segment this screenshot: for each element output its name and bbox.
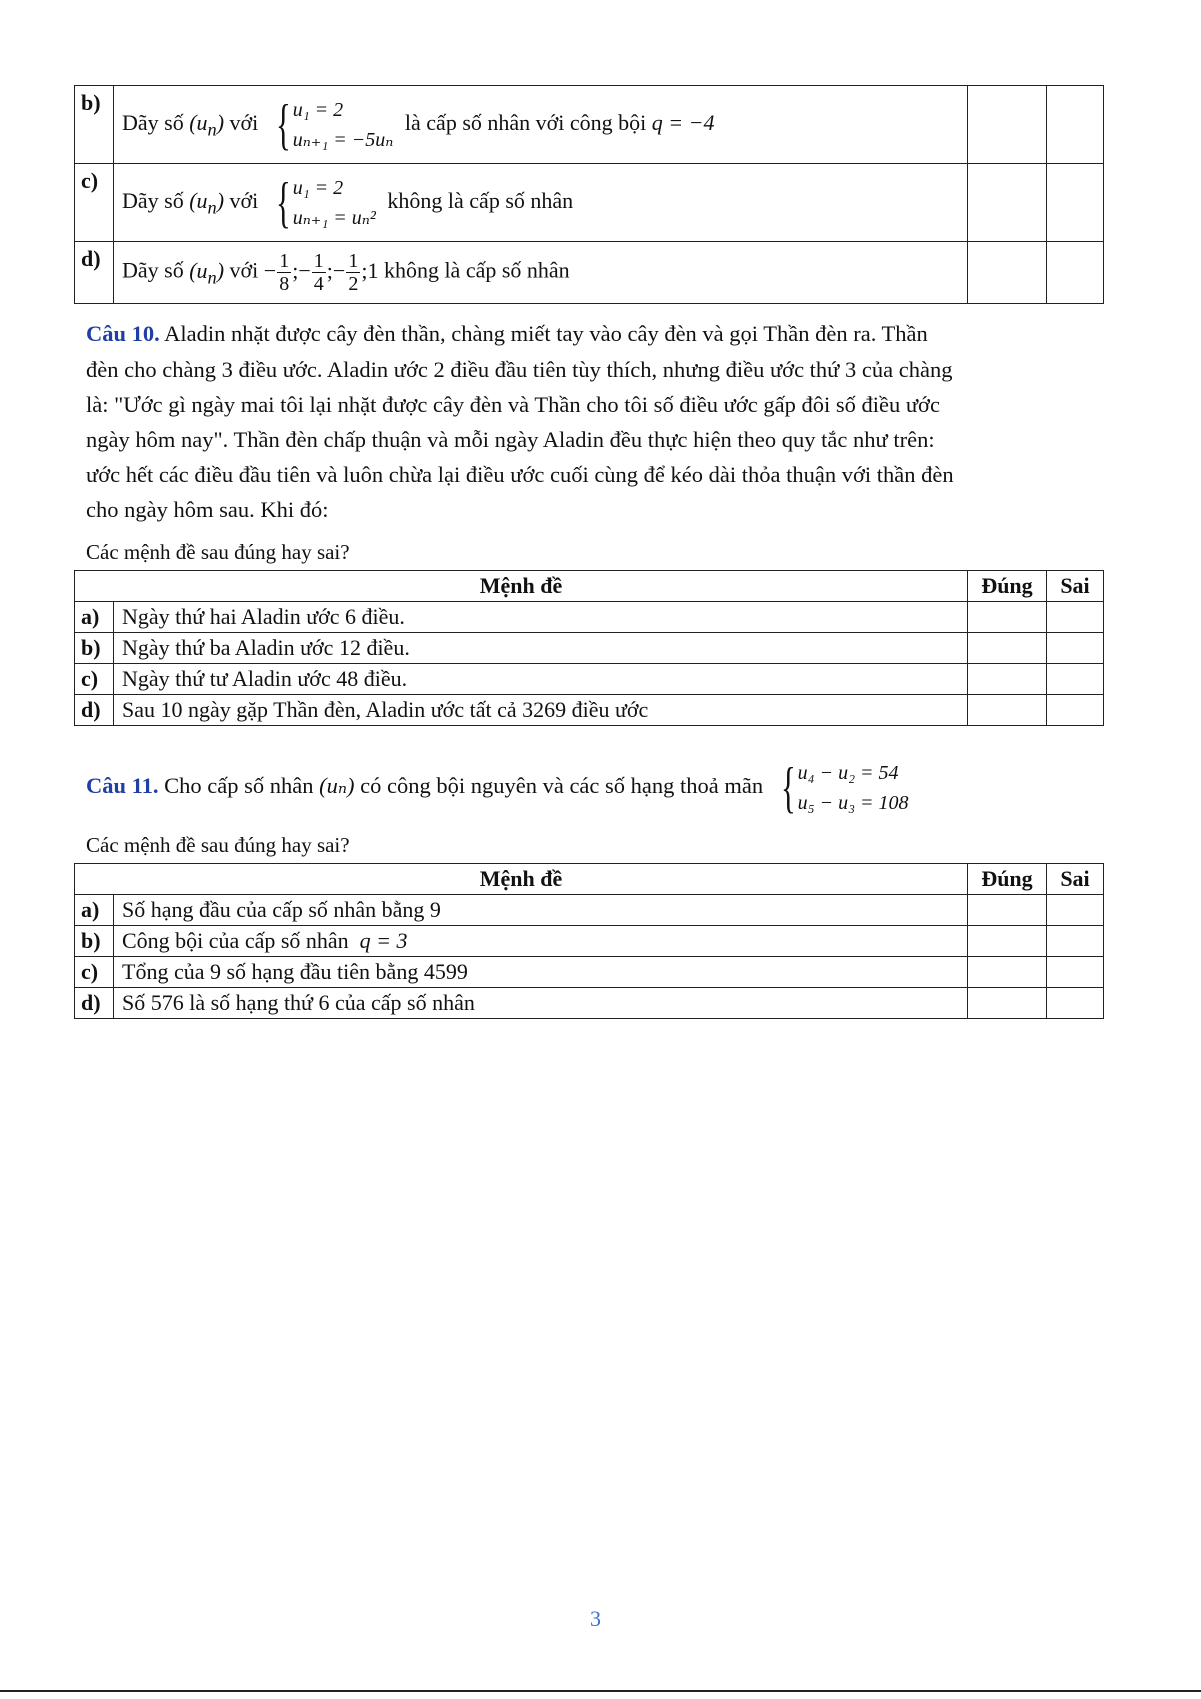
row-label: a): [75, 602, 114, 633]
statement-cell: Số hạng đầu của cấp số nhân bằng 9: [114, 895, 968, 926]
table-row: [75, 86, 1104, 164]
column-header: Đúng: [968, 864, 1047, 895]
true-answer-cell[interactable]: [968, 633, 1047, 664]
statement-cell: Sau 10 ngày gặp Thần đèn, Aladin ước tất cả 3269 điều ước: [114, 695, 968, 726]
table-row: [75, 988, 1104, 1019]
row-label: d): [75, 695, 114, 726]
row-label: a): [75, 895, 114, 926]
statement-cell: [114, 164, 968, 242]
sequence-symbol: $(u_n)$: [189, 109, 225, 139]
false-answer-cell[interactable]: [1047, 164, 1104, 242]
equation-system: { u₁ = 2 uₙ₊₁ = −5uₙ: [275, 93, 394, 156]
statement-text: không là cấp số nhân: [383, 257, 570, 283]
top-statement-table: [74, 85, 1104, 304]
statement-text: không là cấp số nhân: [387, 187, 574, 213]
paragraph-line: ước hết các điều đầu tiên và luôn chừa lại điều ước cuối cùng để kéo dài thỏa thuận với thần đèn: [86, 462, 954, 487]
true-answer-cell[interactable]: [968, 164, 1047, 242]
row-label: b): [75, 633, 114, 664]
table-row: [75, 633, 1104, 664]
equation-system: { u₄ − u₂ = 54 u₅ − u₃ = 108: [780, 756, 909, 819]
true-answer-cell[interactable]: [968, 602, 1047, 633]
statement-text: Dãy số: [122, 257, 184, 283]
column-header: Sai: [1047, 864, 1104, 895]
question-prompt: Các mệnh đề sau đúng hay sai?: [86, 540, 350, 564]
question-11-table: [74, 863, 1104, 1019]
table-row: [75, 695, 1104, 726]
question-text: Cho cấp số nhân: [164, 773, 314, 798]
statement-text: với: [229, 257, 259, 283]
sequence-symbol: $(u_n)$: [189, 187, 225, 217]
true-answer-cell[interactable]: [968, 242, 1047, 304]
equation-system: { u₁ = 2 uₙ₊₁ = uₙ²: [275, 171, 376, 234]
statement-cell: Số 576 là số hạng thứ 6 của cấp số nhân: [114, 988, 968, 1019]
table-row: [75, 664, 1104, 695]
column-header: Mệnh đề: [75, 571, 968, 602]
row-label: d): [75, 242, 114, 304]
false-answer-cell[interactable]: [1047, 895, 1104, 926]
question-10-body: [86, 352, 1101, 527]
statement-text: với: [229, 109, 259, 135]
page-number: 3: [590, 1606, 601, 1631]
true-answer-cell[interactable]: [968, 957, 1047, 988]
table-row: [75, 242, 1104, 304]
row-label: b): [75, 926, 114, 957]
question-text: Aladin nhặt được cây đèn thần, chàng miết tay vào cây đèn và gọi Thần đèn ra. Thần: [164, 321, 928, 346]
true-answer-cell[interactable]: [968, 86, 1047, 164]
true-answer-cell[interactable]: [968, 988, 1047, 1019]
table-row: [75, 895, 1104, 926]
table-row: [75, 957, 1104, 988]
paragraph-line: cho ngày hôm sau. Khi đó:: [86, 497, 329, 522]
false-answer-cell[interactable]: [1047, 86, 1104, 164]
statement-text: Dãy số: [122, 109, 184, 135]
table-row: [75, 164, 1104, 242]
true-answer-cell[interactable]: [968, 664, 1047, 695]
footer-divider: [0, 1690, 1201, 1692]
statement-cell: Công bội của cấp số nhân q = 3: [114, 926, 968, 957]
table-row: [75, 602, 1104, 633]
column-header: Mệnh đề: [75, 864, 968, 895]
table-header-row: [75, 864, 1104, 895]
row-label: c): [75, 957, 114, 988]
question-number: Câu 11.: [86, 773, 159, 798]
false-answer-cell[interactable]: [1047, 988, 1104, 1019]
sequence-symbol: (uₙ): [319, 773, 355, 798]
false-answer-cell[interactable]: [1047, 957, 1104, 988]
false-answer-cell[interactable]: [1047, 926, 1104, 957]
statement-cell: [114, 242, 968, 304]
false-answer-cell[interactable]: [1047, 602, 1104, 633]
true-answer-cell[interactable]: [968, 926, 1047, 957]
column-header: Sai: [1047, 571, 1104, 602]
row-label: d): [75, 988, 114, 1019]
statement-text: Dãy số: [122, 187, 184, 213]
paragraph-line: là: "Ước gì ngày mai tôi lại nhặt được cây đèn và Thần cho tôi số điều ước gấp đôi số điều ước: [86, 392, 940, 417]
table-row: [75, 926, 1104, 957]
false-answer-cell[interactable]: [1047, 633, 1104, 664]
question-prompt: Các mệnh đề sau đúng hay sai?: [86, 833, 350, 857]
statement-text: là cấp số nhân với công bội: [404, 109, 647, 135]
row-label: b): [75, 86, 114, 164]
row-label: c): [75, 664, 114, 695]
table-header-row: [75, 571, 1104, 602]
sequence-symbol: $(u_n)$: [189, 257, 225, 287]
true-answer-cell[interactable]: [968, 695, 1047, 726]
column-header: Đúng: [968, 571, 1047, 602]
paragraph-line: đèn cho chàng 3 điều ước. Aladin ước 2 điều đầu tiên tùy thích, nhưng điều ước thứ 3 của chàng: [86, 357, 953, 382]
row-label: c): [75, 164, 114, 242]
statement-cell: Tổng của 9 số hạng đầu tiên bằng 4599: [114, 957, 968, 988]
question-text: có công bội nguyên và các số hạng thoả mãn: [360, 773, 764, 798]
ratio-value: q = −4: [651, 109, 715, 135]
false-answer-cell[interactable]: [1047, 664, 1104, 695]
statement-cell: Ngày thứ tư Aladin ước 48 điều.: [114, 664, 968, 695]
fraction-sequence: − $\frac{1}{8}$ ;− $\frac{1}{4}$ ;− $\frac{1}{2}$ ;1: [263, 250, 379, 295]
statement-cell: Ngày thứ ba Aladin ước 12 điều.: [114, 633, 968, 664]
statement-cell: Ngày thứ hai Aladin ước 6 điều.: [114, 602, 968, 633]
statement-text: với: [229, 187, 259, 213]
question-number: Câu 10.: [86, 321, 160, 346]
statement-cell: [114, 86, 968, 164]
false-answer-cell[interactable]: [1047, 695, 1104, 726]
paragraph-line: ngày hôm nay". Thần đèn chấp thuận và mỗi ngày Aladin đều thực hiện theo quy tắc như trên:: [86, 427, 935, 452]
question-10-table: [74, 570, 1104, 726]
question-10-heading: [86, 316, 1096, 352]
false-answer-cell[interactable]: [1047, 242, 1104, 304]
question-11-heading: [86, 756, 1096, 818]
true-answer-cell[interactable]: [968, 895, 1047, 926]
